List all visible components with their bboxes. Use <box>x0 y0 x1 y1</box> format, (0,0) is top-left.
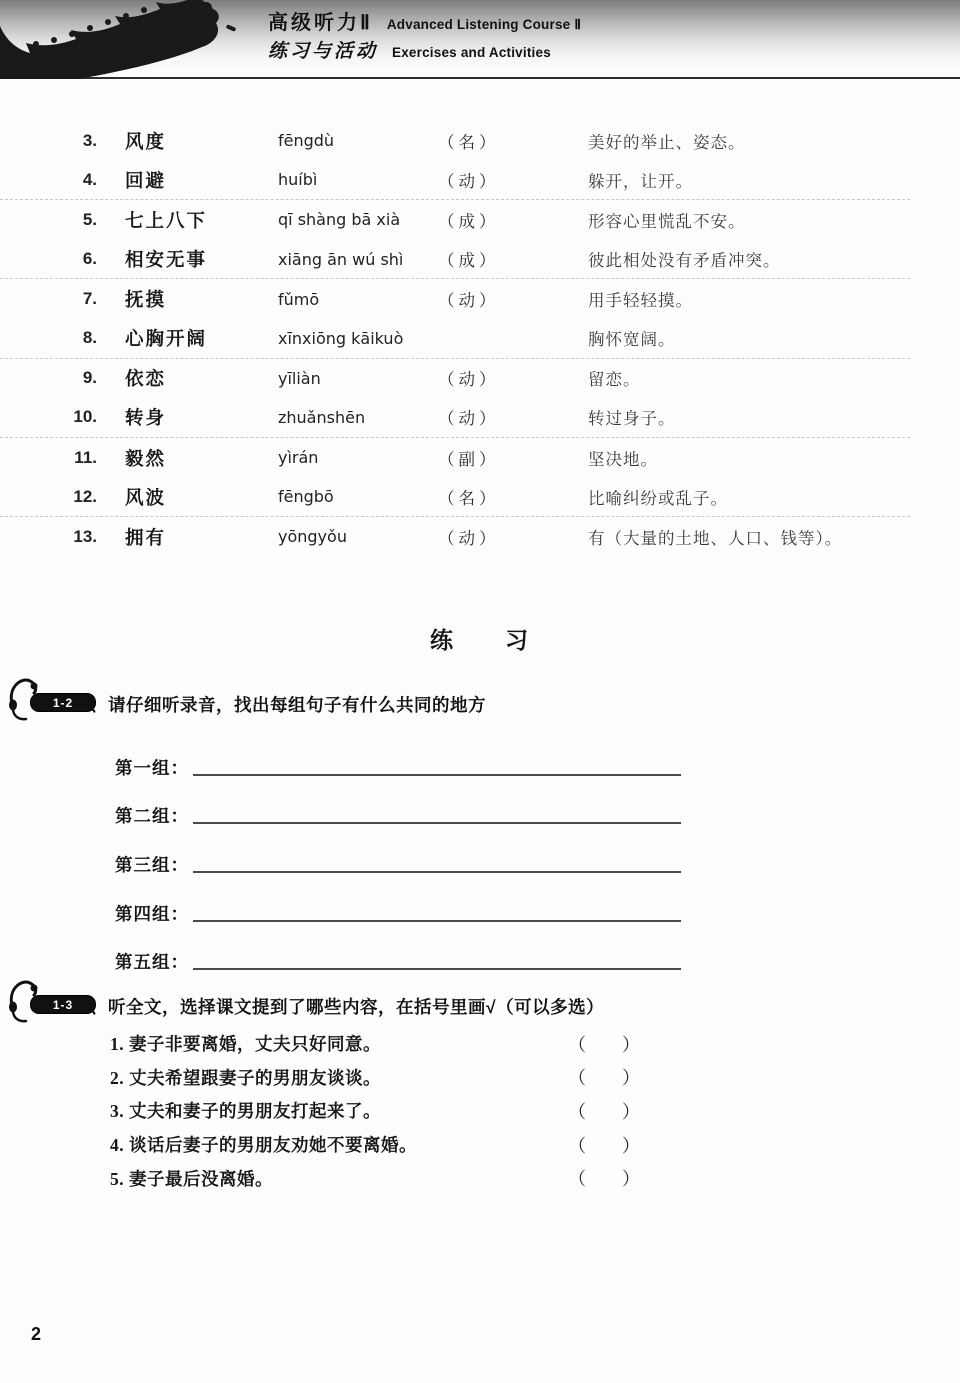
vocabulary-list <box>0 121 910 557</box>
vocab-number: 6. <box>82 249 97 269</box>
vocab-part-of-speech: （成） <box>438 251 500 271</box>
page-header <box>0 0 960 79</box>
exercise2-items <box>110 1027 750 1195</box>
blank-label: 第一组： <box>115 757 189 778</box>
blank-label: 第四组： <box>115 903 189 924</box>
ex2-item-text: 1. 妻子非要离婚，丈夫只好同意。 <box>110 1034 381 1055</box>
vocab-number: 12. <box>73 486 97 506</box>
vocab-number: 5. <box>82 209 97 229</box>
vocab-part-of-speech: （成） <box>438 211 500 231</box>
course-subtitle-cn: 练习与活动 <box>268 41 379 62</box>
header-titles <box>268 13 581 70</box>
vocab-part-of-speech: （动） <box>438 171 500 191</box>
vocab-pinyin: zhuǎnshēn <box>278 407 366 427</box>
answer-bracket[interactable]: （ ） <box>568 1101 640 1122</box>
vocab-number: 3. <box>82 130 97 150</box>
ex2-item-text: 4. 谈话后妻子的男朋友劝她不要离婚。 <box>110 1135 417 1156</box>
vocab-definition: 彼此相处没有矛盾冲突。 <box>588 251 781 271</box>
vocab-definition: 胸怀宽阔。 <box>588 330 676 350</box>
vocab-row <box>0 359 910 399</box>
answer-bracket[interactable]: （ ） <box>568 1135 640 1156</box>
vocab-pinyin: yīliàn <box>278 368 321 388</box>
course-title-cn: 高级听力Ⅱ <box>268 12 373 34</box>
ex2-item <box>110 1161 750 1195</box>
vocab-number: 11. <box>74 447 97 467</box>
vocab-word: 转身 <box>125 409 167 430</box>
vocab-part-of-speech: （动） <box>438 291 500 311</box>
vocab-definition: 转过身子。 <box>588 409 676 429</box>
audio-track-badge: 1-2 <box>30 693 96 712</box>
vocab-row <box>0 477 910 517</box>
vocab-part-of-speech: （副） <box>438 449 500 469</box>
vocab-part-of-speech: （动） <box>438 370 500 390</box>
audio-track-badge: 1-3 <box>30 995 96 1014</box>
vocab-number: 4. <box>82 169 97 189</box>
vocab-number: 13. <box>73 526 97 546</box>
vocab-row <box>0 121 910 161</box>
vocab-definition: 用手轻轻摸。 <box>588 291 693 311</box>
vocab-number: 7. <box>82 289 97 309</box>
answer-blank-row <box>115 926 715 975</box>
answer-bracket[interactable]: （ ） <box>568 1068 640 1089</box>
answer-bracket[interactable]: （ ） <box>568 1169 640 1190</box>
ex2-item <box>110 1061 750 1095</box>
vocab-word: 抚摸 <box>125 291 167 312</box>
exercises-section-title: 练 习 <box>430 628 530 653</box>
roof-eave-decoration-icon <box>0 0 260 79</box>
vocab-row <box>0 398 910 438</box>
answer-blank-line[interactable] <box>193 774 681 776</box>
vocab-definition: 美好的举止、姿态。 <box>588 132 746 152</box>
vocab-row <box>0 438 910 478</box>
vocab-row <box>0 279 910 319</box>
vocab-part-of-speech: （名） <box>438 132 500 152</box>
vocab-row <box>0 200 910 240</box>
vocab-definition: 留恋。 <box>588 370 641 390</box>
exercise1-instruction: 一、请仔细听录音，找出每组句子有什么共同的地方 <box>72 695 486 715</box>
ex2-item-text: 3. 丈夫和妻子的男朋友打起来了。 <box>110 1101 381 1122</box>
answer-blank-line[interactable] <box>193 968 681 970</box>
course-subtitle-en: Exercises and Activities <box>392 45 551 60</box>
answer-blank-row <box>115 828 715 877</box>
vocab-part-of-speech: （名） <box>438 488 500 508</box>
page-number: 2 <box>31 1324 42 1344</box>
blank-label: 第二组： <box>115 806 189 827</box>
vocab-word: 心胸开阔 <box>125 330 208 351</box>
answer-blank-line[interactable] <box>193 871 681 873</box>
vocab-number: 10. <box>73 407 97 427</box>
vocab-pinyin: qī shàng bā xià <box>278 210 401 230</box>
ex2-item-text: 2. 丈夫希望跟妻子的男朋友谈谈。 <box>110 1067 381 1088</box>
ex2-item <box>110 1027 750 1061</box>
vocab-row <box>0 517 910 557</box>
vocab-definition: 躲开，让开。 <box>588 171 693 191</box>
ex2-item <box>110 1094 750 1128</box>
blank-label: 第五组： <box>115 952 189 973</box>
vocab-word: 毅然 <box>125 449 167 470</box>
course-title-en: Advanced Listening Course Ⅱ <box>386 17 582 32</box>
vocab-number: 8. <box>82 328 97 348</box>
vocab-pinyin: fēngbō <box>278 487 334 507</box>
vocab-definition: 比喻纠纷或乱子。 <box>588 488 728 508</box>
vocab-number: 9. <box>82 368 97 388</box>
blank-label: 第三组： <box>115 855 189 876</box>
vocab-part-of-speech: （动） <box>438 409 500 429</box>
answer-blank-row <box>115 877 715 926</box>
vocab-pinyin: yōngyǒu <box>278 527 347 547</box>
vocab-definition: 坚决地。 <box>588 449 658 469</box>
vocab-part-of-speech: （动） <box>438 528 500 548</box>
vocab-pinyin: yìrán <box>278 448 319 468</box>
vocab-word: 依恋 <box>125 370 167 391</box>
vocab-definition: 有（大量的土地、人口、钱等）。 <box>588 528 843 548</box>
vocab-word: 相安无事 <box>125 251 208 272</box>
vocab-word: 风波 <box>125 488 167 509</box>
vocab-pinyin: xiāng ān wú shì <box>278 249 404 269</box>
exercise2-instruction: 二、听全文，选择课文提到了哪些内容，在括号里画√（可以多选） <box>72 997 605 1017</box>
vocab-row <box>0 240 910 280</box>
ex2-item-text: 5. 妻子最后没离婚。 <box>110 1168 273 1189</box>
vocab-pinyin: xīnxiōng kāikuò <box>278 328 404 348</box>
exercise1-answer-blanks <box>115 731 715 974</box>
ex2-item <box>110 1128 750 1162</box>
vocab-definition: 形容心里慌乱不安。 <box>588 211 746 231</box>
vocab-pinyin: huíbì <box>278 170 318 190</box>
answer-blank-line[interactable] <box>193 920 681 922</box>
vocab-word: 七上八下 <box>125 211 208 232</box>
vocab-row <box>0 161 910 201</box>
vocab-word: 风度 <box>125 132 167 153</box>
answer-blank-row <box>115 780 715 829</box>
vocab-word: 拥有 <box>125 528 167 549</box>
vocab-pinyin: fǔmō <box>278 289 320 309</box>
vocab-word: 回避 <box>125 171 167 192</box>
answer-blank-row <box>115 731 715 780</box>
answer-bracket[interactable]: （ ） <box>568 1034 640 1055</box>
answer-blank-line[interactable] <box>193 822 681 824</box>
vocab-row <box>0 319 910 359</box>
vocab-pinyin: fēngdù <box>278 131 335 151</box>
